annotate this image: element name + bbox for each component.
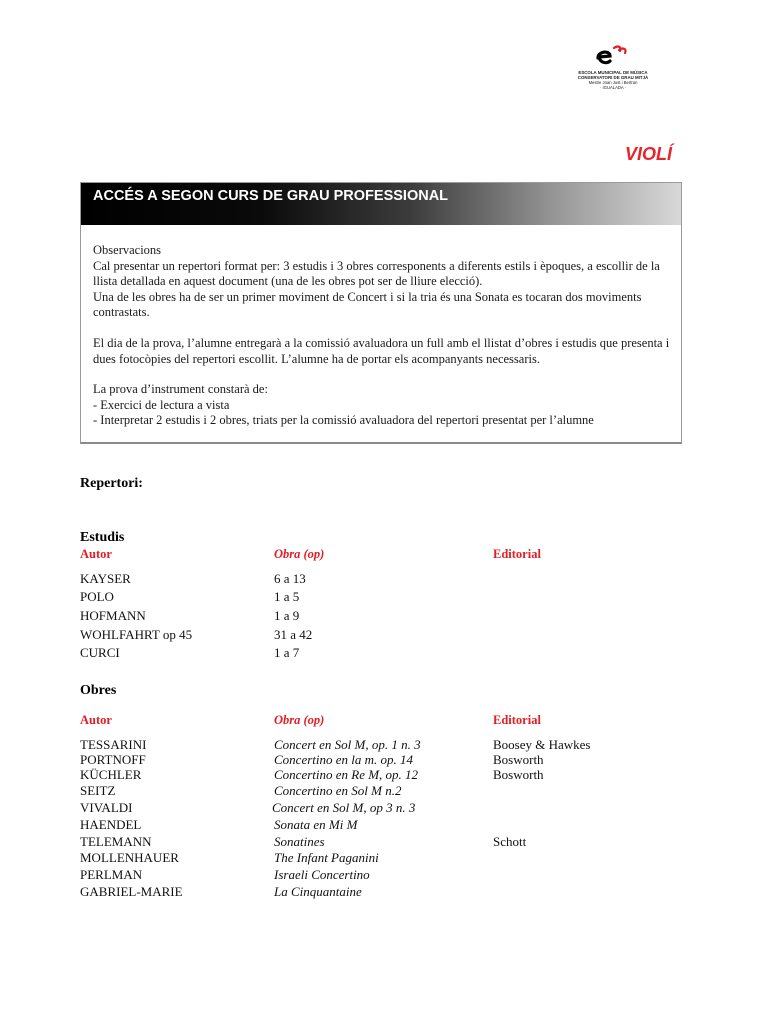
table-row (0, 589, 768, 606)
autor-cell: HAENDEL (80, 817, 142, 832)
autor-cell: CURCI (80, 645, 120, 660)
table-row (0, 645, 768, 662)
observations-title: Observacions (93, 243, 162, 257)
exam-intro: La prova d’instrument constarà de: (93, 382, 268, 397)
obra-cell: The Infant Paganini (274, 850, 379, 865)
table-row (0, 834, 768, 851)
autor-cell: MOLLENHAUER (80, 850, 179, 865)
table-row (0, 783, 768, 800)
obra-cell: 1 a 5 (274, 589, 300, 604)
table-row (0, 867, 768, 884)
autor-cell: PORTNOFF (80, 752, 146, 767)
logo-line-2: CONSERVATORI DE GRAU MITJÀ (577, 75, 649, 80)
estudis-col-editorial: Editorial (493, 547, 541, 561)
obra-cell: Concert en Sol M, op. 1 n. 3 (274, 737, 421, 752)
editorial-cell: Boosey & Hawkes (493, 737, 591, 752)
estudis-heading: Estudis (80, 530, 125, 545)
editorial-cell: Schott (493, 834, 527, 849)
repertori-heading: Repertori: (80, 476, 143, 491)
obra-cell: Concertino en Sol M n.2 (274, 783, 402, 798)
obra-cell: Sonata en Mi M (274, 817, 358, 832)
obres-col-editorial: Editorial (493, 713, 541, 727)
obra-cell: 1 a 7 (274, 645, 300, 660)
logo-line-1: ESCOLA MUNICIPAL DE MÚSICA (578, 70, 648, 75)
observation-paragraph-1: Cal presentar un repertori format per: 3 estudis i 3 obres corresponents a diferents estils i èpoques, a escollir de la llista detallada en aquest document (una de les obres pot ser de lliure elecció). (93, 258, 660, 289)
instrument-title: VIOLÍ (624, 144, 672, 164)
obra-cell: 1 a 9 (274, 608, 300, 623)
autor-cell: TELEMANN (80, 834, 152, 849)
autor-cell: GABRIEL-MARIE (80, 884, 183, 899)
table-row (0, 817, 768, 834)
table-row (0, 767, 768, 784)
autor-cell: SEITZ (80, 783, 116, 798)
school-logo-icon (592, 44, 632, 68)
obres-col-obra: Obra (op) (274, 713, 325, 727)
table-row (0, 800, 768, 817)
estudis-col-obra: Obra (op) (274, 547, 325, 561)
autor-cell: HOFMANN (80, 608, 146, 623)
autor-cell: KAYSER (80, 571, 131, 586)
logo-line-3: Mestre Joan Just i Bertran (588, 80, 638, 85)
autor-cell: TESSARINI (80, 737, 147, 752)
table-row (0, 850, 768, 867)
box-body (81, 225, 681, 429)
autor-cell: VIVALDI (80, 800, 133, 815)
observation-paragraph-3: El dia de la prova, l’alumne entregarà a la comissió avaluadora un full amb el llistat d’obres i estudis que presenta i dues fotocòpies del repertori escollit. L’alumne ha de portar els acompanyants necessaris. (93, 335, 670, 366)
table-row (0, 571, 768, 588)
table-row (0, 608, 768, 625)
obra-cell: Concertino en Re M, op. 12 (274, 767, 419, 782)
obres-heading: Obres (80, 683, 117, 698)
exam-item-2: - Interpretar 2 estudis i 2 obres, triats per la comissió avaluadora del repertori presentat per l’alumne (93, 413, 594, 428)
obra-cell: 6 a 13 (274, 571, 306, 586)
autor-cell: POLO (80, 589, 114, 604)
exam-item-1: - Exercici de lectura a vista (93, 397, 230, 412)
table-row (0, 884, 768, 901)
school-logo (566, 42, 660, 98)
obra-cell: Concertino en la m. op. 14 (274, 752, 414, 767)
editorial-cell: Bosworth (493, 752, 544, 767)
obra-cell: Sonatines (274, 834, 325, 849)
obra-cell: La Cinquantaine (274, 884, 362, 899)
logo-line-4: · IGUALADA · (599, 85, 627, 90)
observation-paragraph-2: Una de les obres ha de ser un primer moviment de Concert i si la tria és una Sonata es tocaran dos moviments contrastats. (93, 289, 642, 320)
table-row (0, 627, 768, 644)
obres-col-autor: Autor (80, 713, 112, 727)
obra-cell: Concert en Sol M, op 3 n. 3 (272, 800, 416, 815)
editorial-cell: Bosworth (493, 767, 544, 782)
box-title: ACCÉS A SEGON CURS DE GRAU PROFESSIONAL (81, 183, 681, 225)
autor-cell: PERLMAN (80, 867, 143, 882)
estudis-col-autor: Autor (80, 547, 112, 561)
obra-cell: 31 a 42 (274, 627, 313, 642)
obra-cell: Israeli Concertino (274, 867, 370, 882)
info-box (80, 182, 682, 444)
autor-cell: KÜCHLER (80, 767, 142, 782)
autor-cell: WOHLFAHRT op 45 (80, 627, 193, 642)
